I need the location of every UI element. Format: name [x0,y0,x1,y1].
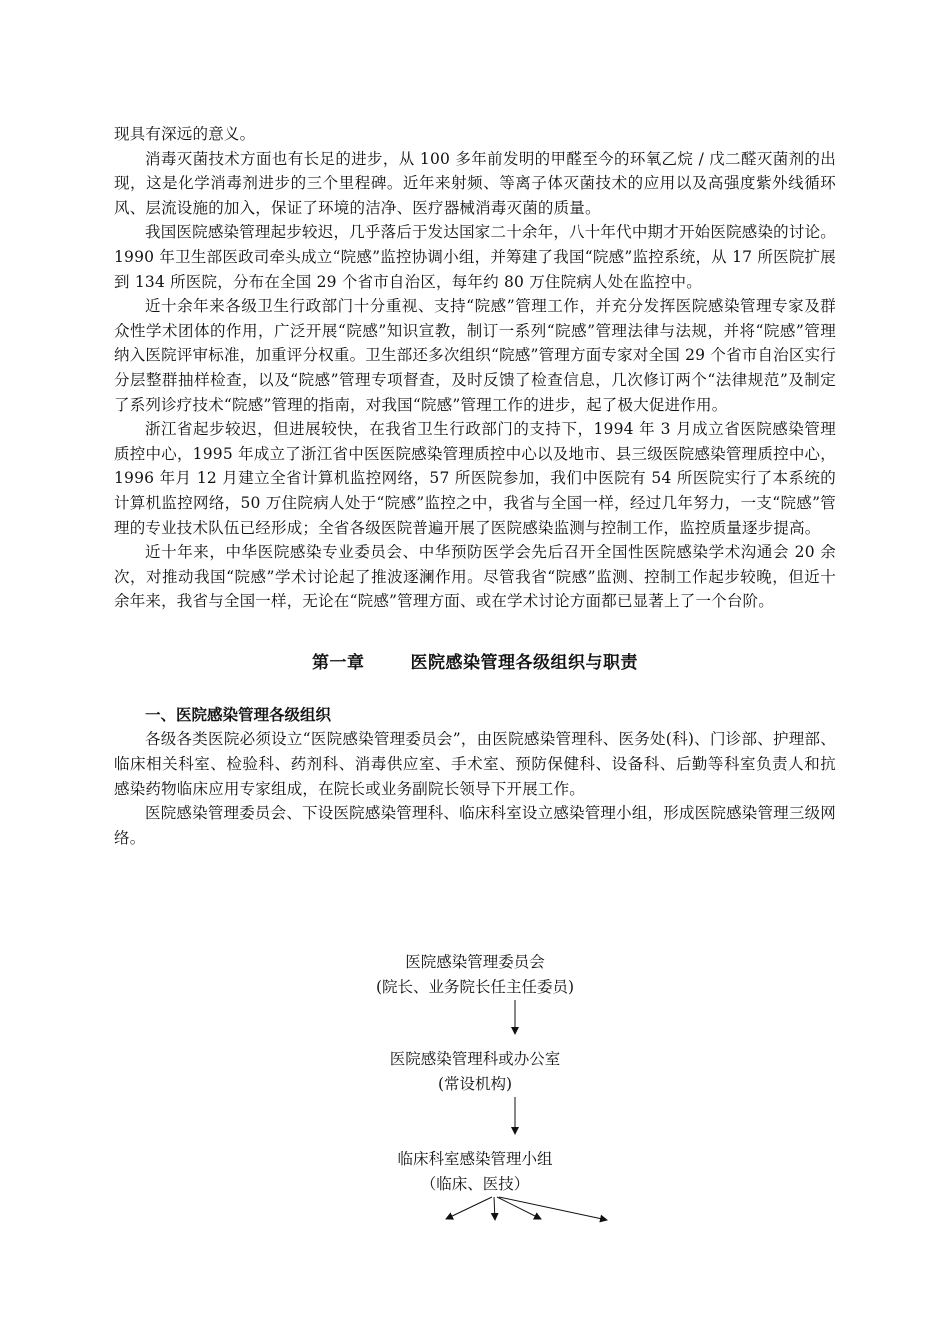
paragraph-continuation: 现具有深远的意义。 [114,125,256,143]
paragraph-academic: 近十年来，中华医院感染专业委员会、中华预防医学会先后召开全国性医院感染学术沟通会 20 余次，对推动我国“院感”学术讨论起了推波逐澜作用。尽管我省“院感”监测、控制工作起步较晚，但近十余年来，我省与全国一样，无论在“院感”管理方面、或在学术讨论方面都已显著上了一个台阶。 [114,543,836,611]
branch-arrow-4 [499,1197,607,1220]
section-paragraph-network: 医院感染管理委员会、下设医院感染管理科、临床科室设立感染管理小组，形成医院感染管理三级网络。 [114,804,836,847]
paragraph-zhejiang: 浙江省起步较迟，但进展较快，在我省卫生行政部门的支持下，1994 年 3 月成立省医院感染管理质控中心，1995 年成立了浙江省中医医院感染管理质控中心以及地市、县三级医院感染管理质控中心，1996 年月 12 月建立全省计算机监控网络，57 所医院参加，我们中医院有 54 所医院实行了本系统的计算机监控网络，50 万住院病人处于“院感”监控之中，我省与全国一样，经过几年努力，一支“院感”管理的专业技术队伍已经形成；全省各级医院普遍开展了医院感染监测与控制工作，监控质量逐步提高。 [114,420,836,537]
paragraph-disinfection: 消毒灭菌技术方面也有长足的进步，从 100 多年前发明的甲醛至今的环氧乙烷 / 戊二醛灭菌剂的出现，这是化学消毒剂进步的三个里程碑。近年来射频、等离子体灭菌技术的应用以及高强度紫外线循环风、层流设施的加入，保证了环境的洁净、医疗器械消毒灭菌的质量。 [114,149,836,217]
org-node-committee [325,950,625,1000]
org-node-group-note: （临床、医技） [420,1175,530,1193]
branch-arrow-3 [497,1197,541,1219]
document-body [114,122,836,850]
chapter-title: 医院感染管理各级组织与职责 [410,652,638,673]
org-node-group [325,1147,625,1197]
org-node-office-name: 医院感染管理科或办公室 [389,1050,561,1068]
branch-arrow-1 [446,1197,492,1219]
paragraph-national-history: 我国医院感染管理起步较迟，几乎落后于发达国家二十余年，八十年代中期才开始医院感染的讨论。1990 年卫生部医政司牵头成立“院感”监控协调小组，并筹建了我国“院感”监控系统，从 17 所医院扩展到 134 所医院，分布在全国 29 个省市自治区，每年约 80 万住院病人处在监控中。 [114,223,836,291]
section-paragraph-committee: 各级各类医院必须设立“医院感染管理委员会”，由医院感染管理科、医务处(科)、门诊部、护理部、临床相关科室、检验科、药剂科、消毒供应室、手术室、预防保健科、设备科、后勤等科室负责人和抗感染药物临床应用专家组成，在院长或业务副院长领导下开展工作。 [114,730,836,798]
paragraph-administration: 近十余年来各级卫生行政部门十分重视、支持“院感”管理工作，并充分发挥医院感染管理专家及群众性学术团体的作用，广泛开展“院感”知识宣教，制订一系列“院感”管理法律与法规，并将“院感”管理纳入医院评审标准，加重评分权重。卫生部还多次组织“院感”管理方面专家对全国 29 个省市自治区实行分层整群抽样检查，以及“院感”管理专项督查，及时反馈了检查信息，几次修订两个“法律规范”及制定了系列诊疗技术“院感”管理的指南，对我国“院感”管理工作的进步，起了极大促进作用。 [114,297,836,414]
section-heading: 一、医院感染管理各级组织 [145,704,332,724]
chapter-heading [114,648,836,673]
org-node-office-note: (常设机构) [437,1075,513,1093]
branch-arrow-2 [494,1197,495,1220]
org-node-committee-name: 医院感染管理委员会 [405,953,545,971]
chapter-number: 第一章 [312,652,365,673]
org-node-committee-note: (院长、业务院长任主任委员) [375,978,575,996]
org-node-group-name: 临床科室感染管理小组 [397,1150,553,1168]
org-node-office [325,1047,625,1097]
